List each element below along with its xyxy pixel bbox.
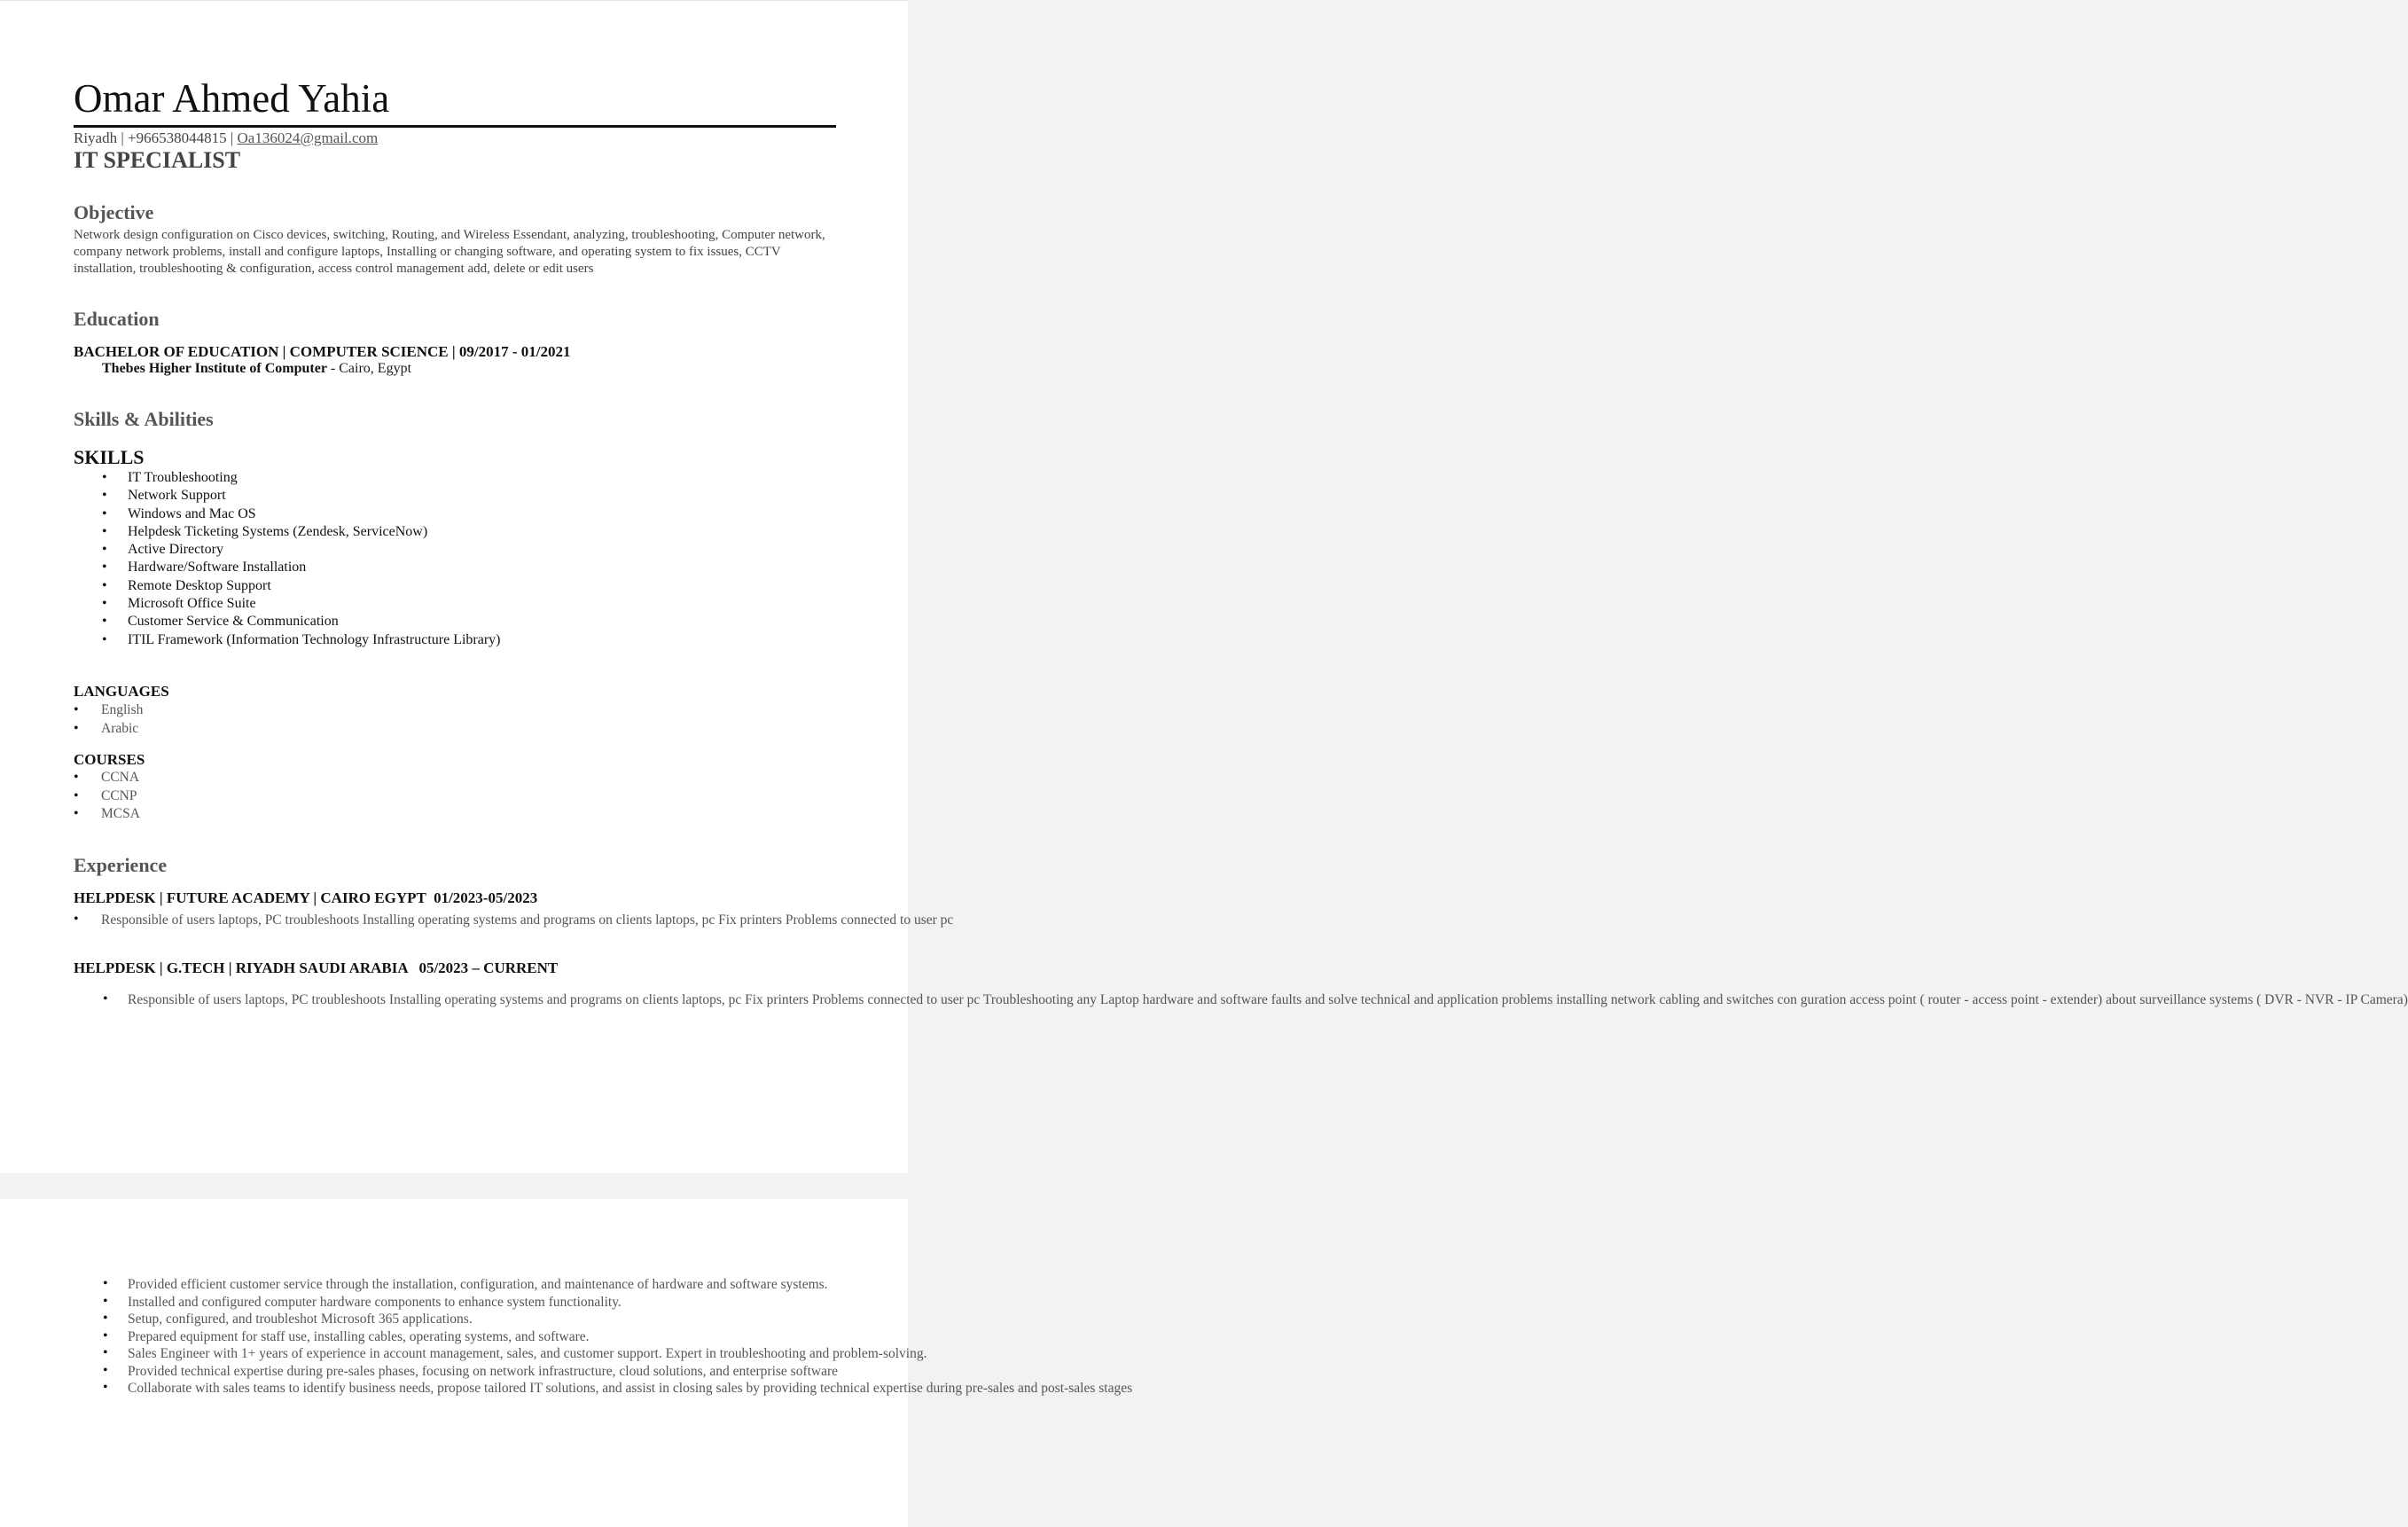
list-item: • Provided efficient customer service through the installation, configuration, and maintenance of hardware and software systems. [128,1276,837,1294]
languages-list [101,701,143,738]
courses-heading: COURSES [74,751,145,768]
list-item: • Windows and Mac OS [128,505,501,523]
objective-text: Network design configuration on Cisco devices, switching, Routing, and Wireless Essendant, analyzing, troubleshooting, Computer network, company network problems, install and configure laptops, Installing or changing software, and operating system to fix issues, CCTV installation, troubleshooting & configuration, access control management add, delete or edit users [74,228,825,276]
list-item: • Helpdesk Ticketing Systems (Zendesk, ServiceNow) [128,523,501,541]
list-item: • Active Directory [128,541,501,559]
list-item: • MCSA [101,805,140,824]
list-item: • Remote Desktop Support [128,577,501,595]
skills-abilities-heading: Skills & Abilities [74,408,214,430]
institute-location: - Cairo, Egypt [326,361,412,376]
contact-line [74,129,378,147]
list-item: • English [101,701,143,720]
candidate-name: Omar Ahmed Yahia [74,76,390,121]
skills-subheading: SKILLS [74,446,145,468]
job-title-1: HELPDESK | FUTURE ACADEMY | CAIRO EGYPT 01/2023-05/2023 [74,889,538,906]
contact-details: Riyadh | +966538044815 | [74,129,238,146]
list-item: • ITIL Framework (Information Technology Infrastructure Library) [128,631,501,649]
list-item: • IT Troubleshooting [128,469,501,487]
skills-list [128,469,501,649]
list-item: • Prepared equipment for staff use, installing cables, operating systems, and software. [128,1328,837,1346]
list-item: • Responsible of users laptops, PC troubleshoots Installing operating systems and programs on clients laptops, pc Fix printers Problems connected to user pc Troubleshooting any Laptop hardware and software faults and solve technical and application problems installing network cabling and switches con guration access point ( router - access point - extender) about surveillance systems ( DVR - NVR - IP Camera) [128,991,819,1009]
list-item: • Network Support [128,487,501,505]
list-item: • Provided technical expertise during pre-sales phases, focusing on network infrastructure, cloud solutions, and enterprise software [128,1363,837,1381]
list-item: • Customer Service & Communication [128,613,501,630]
education-heading: Education [74,308,160,330]
list-item: • Setup, configured, and troubleshot Microsoft 365 applications. [128,1311,837,1328]
job-1-bullets [101,912,954,928]
institute-line [102,361,411,377]
header-divider [74,125,836,128]
courses-list [101,769,140,824]
degree-line: BACHELOR OF EDUCATION | COMPUTER SCIENCE | 09/2017 - 01/2021 [74,343,571,360]
experience-heading: Experience [74,854,168,876]
list-item: • Installed and configured computer hardware components to enhance system functionality. [128,1294,837,1312]
list-item: • CCNP [101,787,140,806]
list-item: • Sales Engineer with 1+ years of experience in account management, sales, and customer support. Expert in troubleshooting and problem-solving. [128,1345,837,1363]
list-item: • CCNA [101,769,140,787]
objective-heading: Objective [74,201,154,223]
languages-heading: LANGUAGES [74,683,169,700]
email-link[interactable]: Oa136024@gmail.com [237,129,379,146]
list-item: • Hardware/Software Installation [128,559,501,576]
page-2-bullets [128,1276,1133,1398]
list-item: • Arabic [101,720,143,739]
job-title-2: HELPDESK | G.TECH | RIYADH SAUDI ARABIA 05/2023 – CURRENT [74,959,559,976]
list-item: • Responsible of users laptops, PC troubleshoots Installing operating systems and programs on clients laptops, pc Fix printers Problems connected to user pc [101,912,810,928]
job-role: IT SPECIALIST [74,147,241,173]
resume-page-2 [0,1199,1133,1527]
list-item: • Collaborate with sales teams to identify business needs, propose tailored IT solutions, and assist in closing sales by providing technical expertise during pre-sales and post-sales stages [128,1380,837,1398]
list-item: • Microsoft Office Suite [128,595,501,613]
job-2-bullets [128,991,2408,1009]
institute-name: Thebes Higher Institute of Computer [102,361,327,376]
